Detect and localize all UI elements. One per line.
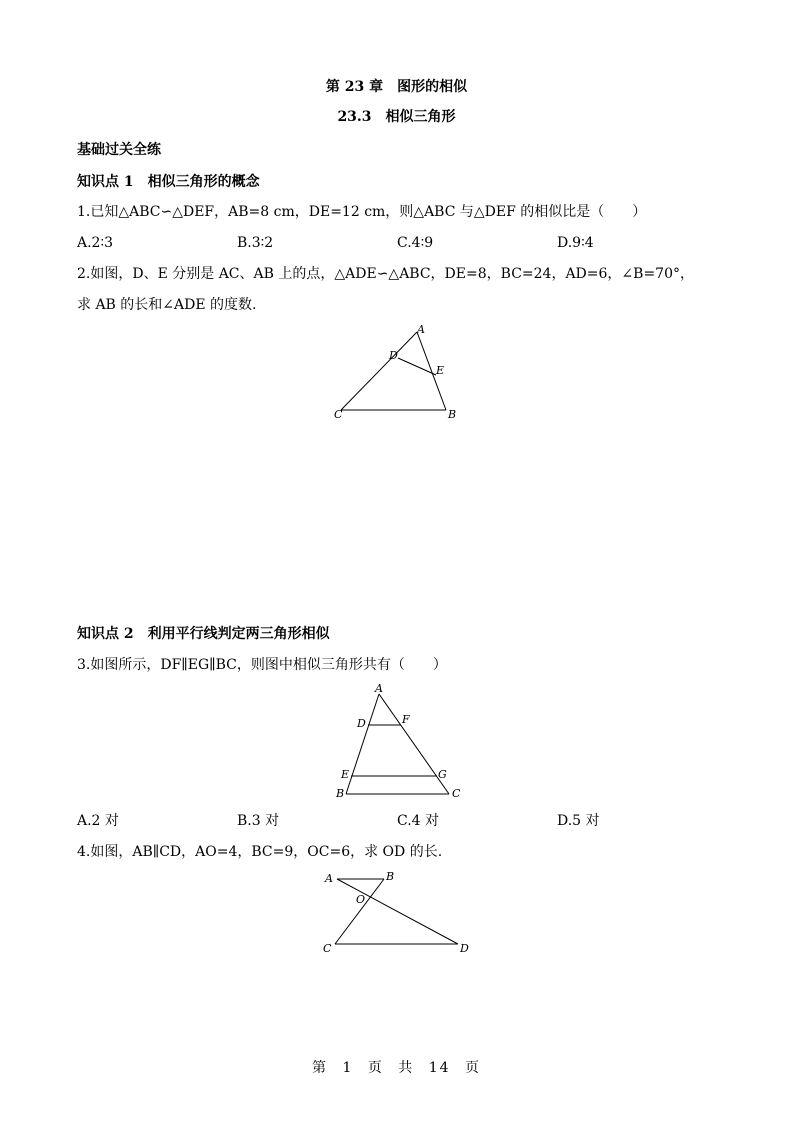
knowledge-point-1-title: 知识点 1 相似三角形的概念: [77, 174, 260, 190]
footer-page-word: 页: [367, 1060, 384, 1076]
q1-option-d: D.9∶4: [557, 235, 594, 251]
label-f: F: [402, 713, 410, 726]
label-b: B: [386, 870, 395, 883]
q3-option-d: D.5 对: [557, 813, 600, 829]
label-d: D: [389, 349, 398, 362]
footer-total-number: 14: [428, 1060, 451, 1076]
footer-page-number: 1: [342, 1060, 354, 1076]
segment-ad: [337, 879, 458, 944]
label-b: B: [448, 408, 457, 421]
section-title: 23.3 相似三角形: [337, 109, 456, 125]
footer-total-word: 页: [465, 1060, 481, 1076]
label-o: O: [356, 893, 366, 906]
label-b: B: [336, 787, 345, 800]
footer-total-label: 共: [398, 1060, 415, 1076]
question-3-text: 3.如图所示，DF∥EG∥BC，则图中相似三角形共有（ ）: [77, 657, 447, 673]
label-e: E: [436, 364, 445, 377]
label-a: A: [325, 872, 333, 885]
label-e: E: [341, 768, 350, 781]
page-footer: [0, 1057, 793, 1077]
footer-page-label: 第: [311, 1060, 328, 1076]
question-2-line-1: 2.如图，D、E 分别是 AC、AB 上的点，△ADE∽△ABC，DE=8，BC=24，AD=6，∠B=70°，: [77, 266, 694, 282]
q1-option-a: A.2∶3: [77, 235, 114, 251]
label-c: C: [334, 408, 343, 421]
label-c: C: [323, 942, 332, 955]
question-4-text: 4.如图，AB∥CD，AO=4，BC=9，OC=6，求 OD 的长.: [77, 844, 443, 860]
question-1-text: 1.已知△ABC∽△DEF，AB=8 cm，DE=12 cm，则△ABC 与△DEF 的相似比是（ ）: [77, 204, 647, 220]
label-d: D: [357, 717, 366, 730]
knowledge-point-2-title: 知识点 2 利用平行线判定两三角形相似: [77, 626, 330, 642]
q1-option-c: C.4∶9: [397, 235, 434, 251]
label-a: A: [375, 682, 383, 695]
label-a: A: [417, 323, 425, 336]
q3-option-a: A.2 对: [77, 813, 119, 829]
q3-option-b: B.3 对: [237, 813, 280, 829]
q1-option-b: B.3∶2: [237, 235, 274, 251]
question-2-line-2: 求 AB 的长和∠ADE 的度数.: [77, 297, 257, 313]
practice-title: 基础过关全练: [77, 142, 161, 158]
label-g: G: [438, 768, 447, 781]
label-c: C: [452, 787, 461, 800]
label-d: D: [460, 942, 469, 955]
chapter-title: 第 23 章 图形的相似: [325, 79, 468, 95]
segment-bc: [335, 879, 384, 944]
q3-option-c: C.4 对: [397, 813, 440, 829]
